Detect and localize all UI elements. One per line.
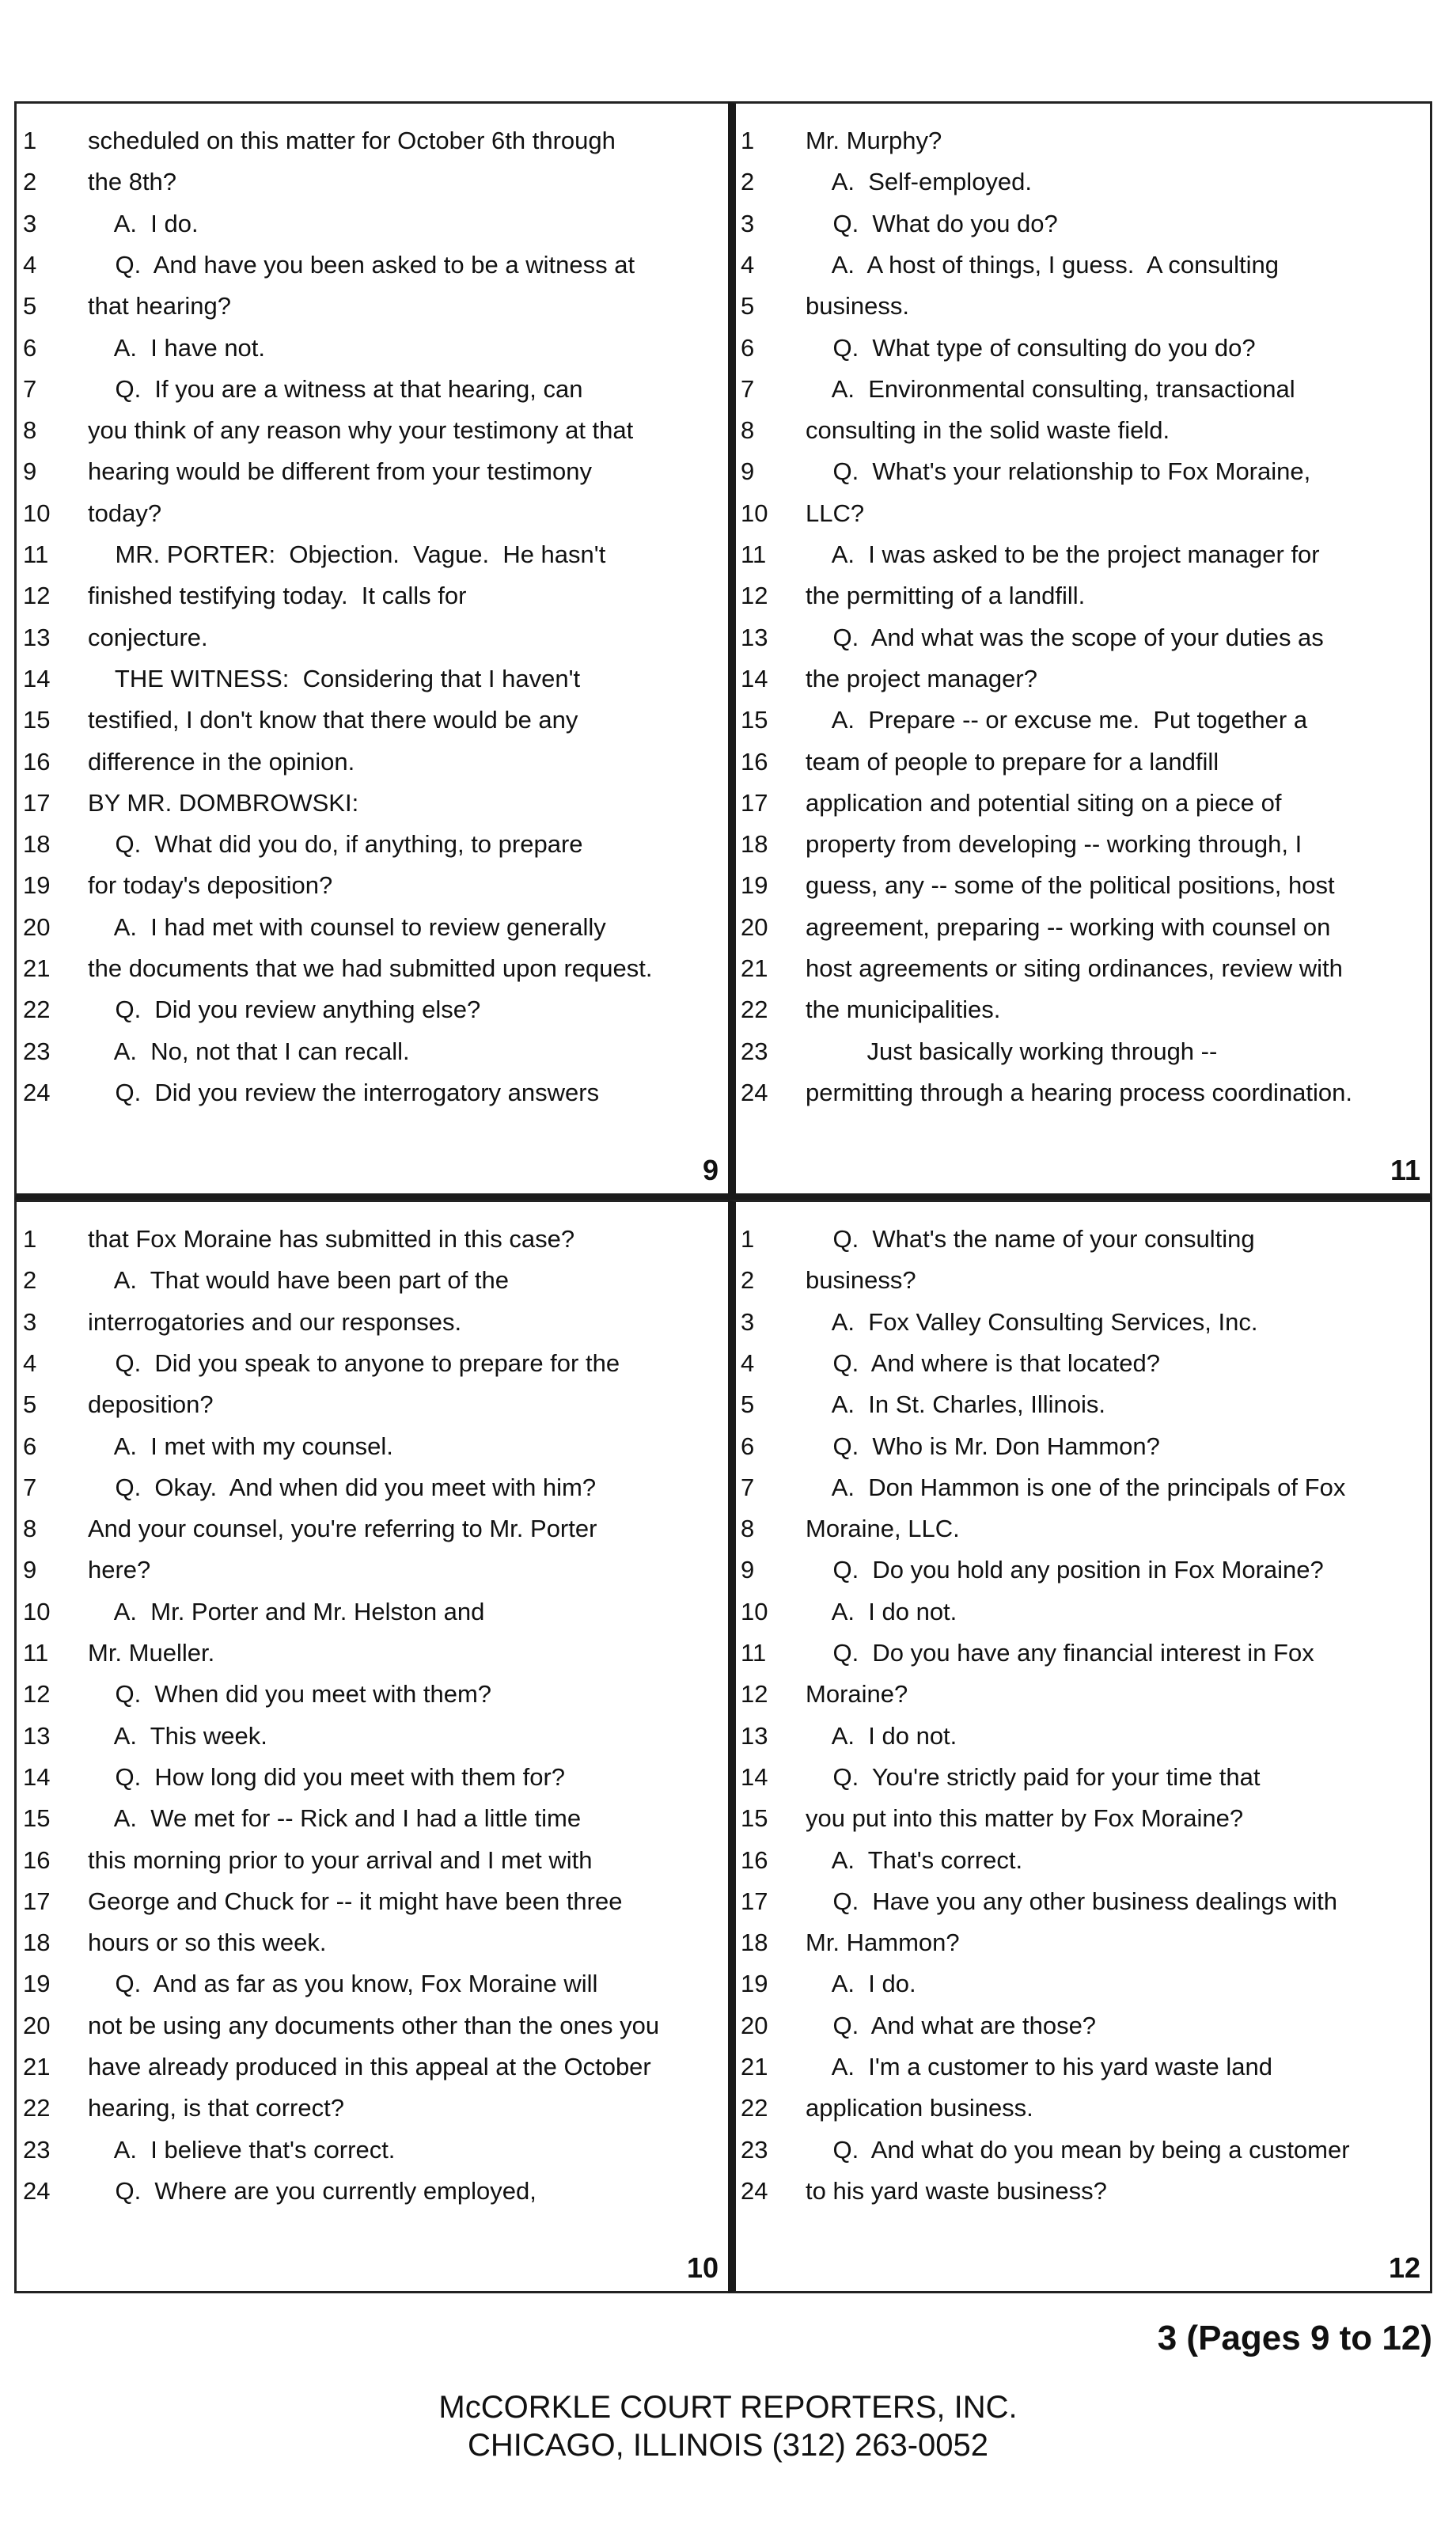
- line-number: 16: [23, 1845, 51, 1874]
- line-text: Q. And what do you mean by being a customer: [806, 2135, 1350, 2164]
- line-number: 22: [741, 2094, 768, 2122]
- line-text: Mr. Mueller.: [88, 1639, 215, 1667]
- line-number: 18: [741, 1929, 768, 1957]
- line-text: hearing, is that correct?: [88, 2094, 344, 2122]
- transcript-line: [736, 1342, 1430, 1385]
- line-number: 4: [23, 1348, 37, 1377]
- line-number: 11: [23, 540, 49, 568]
- transcript-line: [736, 2046, 1430, 2088]
- transcript-line: [17, 2129, 728, 2171]
- transcript-line: [17, 988, 728, 1031]
- line-number: 8: [23, 1515, 37, 1543]
- transcript-line: [736, 947, 1430, 990]
- line-text: consulting in the solid waste field.: [806, 416, 1170, 445]
- line-number: 21: [741, 2053, 768, 2080]
- transcript-line: [17, 864, 728, 907]
- line-number: 13: [741, 623, 768, 651]
- line-number: 21: [23, 954, 51, 982]
- line-number: 10: [741, 499, 768, 527]
- line-text: George and Chuck for -- it might have been three: [88, 1887, 623, 1915]
- line-text: Q. If you are a witness at that hearing, can: [88, 374, 583, 403]
- transcript-line: [17, 492, 728, 535]
- transcript-line: [17, 947, 728, 990]
- transcript-line: [736, 699, 1430, 742]
- line-number: 22: [23, 996, 51, 1024]
- transcript-line: [17, 285, 728, 328]
- transcript-line: [736, 1963, 1430, 2005]
- transcript-line: [736, 1921, 1430, 1964]
- transcript-line: [736, 1425, 1430, 1468]
- line-text: Moraine?: [806, 1680, 908, 1709]
- line-text: Q. And have you been asked to be a witness at: [88, 250, 635, 279]
- line-number: 9: [741, 457, 755, 486]
- transcript-line: [17, 203, 728, 245]
- transcript-line: [736, 1839, 1430, 1882]
- transcript-line: [17, 1839, 728, 1882]
- line-number: 7: [741, 1473, 755, 1501]
- line-text: not be using any documents other than the ones you: [88, 2011, 660, 2039]
- line-number: 19: [23, 871, 51, 900]
- line-number: 12: [23, 582, 51, 610]
- transcript-line: [736, 119, 1430, 162]
- transcript-line: [17, 1963, 728, 2005]
- line-number: 24: [741, 1078, 768, 1106]
- line-number: 24: [23, 2176, 51, 2205]
- line-number: 2: [23, 168, 37, 196]
- line-number: 24: [741, 2176, 768, 2205]
- line-number: 16: [741, 1845, 768, 1874]
- line-number: 15: [23, 1804, 51, 1833]
- line-text: deposition?: [88, 1390, 214, 1419]
- line-text: A. Environmental consulting, transactional: [806, 374, 1295, 403]
- line-text: Q. Okay. And when did you meet with him?: [88, 1473, 597, 1501]
- transcript-line: [736, 409, 1430, 452]
- line-text: Q. And where is that located?: [806, 1348, 1161, 1377]
- line-number: 14: [741, 664, 768, 692]
- line-number: 15: [741, 706, 768, 734]
- line-text: hearing would be different from your testimony: [88, 457, 592, 486]
- line-text: permitting through a hearing process coordination.: [806, 1078, 1353, 1106]
- line-number: 17: [23, 1887, 51, 1915]
- line-number: 12: [741, 1680, 768, 1709]
- line-number: 21: [23, 2053, 51, 2080]
- line-text: that Fox Moraine has submitted in this case?: [88, 1225, 575, 1253]
- line-text: application and potential siting on a piece of: [806, 788, 1282, 817]
- transcript-line: [17, 450, 728, 493]
- line-text: business?: [806, 1266, 916, 1295]
- line-text: the project manager?: [806, 664, 1037, 692]
- line-number: 8: [741, 1515, 755, 1543]
- transcript-line: [17, 616, 728, 659]
- transcript-line: [17, 1591, 728, 1633]
- transcript-line: [17, 906, 728, 949]
- line-text: A. I do not.: [806, 1597, 957, 1625]
- line-number: 19: [741, 1970, 768, 1998]
- line-number: 18: [741, 830, 768, 859]
- line-number: 23: [741, 1037, 768, 1065]
- line-number: 9: [23, 457, 37, 486]
- line-number: 20: [23, 2011, 51, 2039]
- transcript-line: [736, 203, 1430, 245]
- transcript-line: [736, 616, 1430, 659]
- line-number: 13: [23, 623, 51, 651]
- line-number: 4: [741, 250, 755, 279]
- transcript-line: [17, 1342, 728, 1385]
- line-number: 10: [23, 499, 51, 527]
- transcript-line: [17, 741, 728, 783]
- line-number: 3: [23, 209, 37, 237]
- transcript-line: [17, 1030, 728, 1073]
- line-text: Q. Do you hold any position in Fox Moraine?: [806, 1556, 1324, 1584]
- transcript-line: [736, 741, 1430, 783]
- page-number: 11: [1390, 1154, 1420, 1186]
- line-number: 22: [741, 996, 768, 1024]
- line-number: 3: [741, 1307, 755, 1336]
- line-text: A. I do not.: [806, 1721, 957, 1750]
- transcript-line: [17, 1508, 728, 1550]
- line-number: 23: [741, 2135, 768, 2164]
- line-number: 23: [23, 1037, 51, 1065]
- line-number: 3: [741, 209, 755, 237]
- line-number: 18: [23, 1929, 51, 1957]
- line-number: 6: [741, 1432, 755, 1460]
- transcript-line: [736, 161, 1430, 203]
- line-number: 13: [23, 1721, 51, 1750]
- transcript-line: [17, 1756, 728, 1799]
- line-text: to his yard waste business?: [806, 2176, 1107, 2205]
- transcript-line: [736, 1756, 1430, 1799]
- line-text: application business.: [806, 2094, 1033, 2122]
- line-text: A. I have not.: [88, 333, 266, 362]
- line-text: property from developing -- working through, I: [806, 830, 1302, 859]
- line-number: 14: [23, 664, 51, 692]
- line-text: host agreements or siting ordinances, review with: [806, 954, 1343, 982]
- transcript-line: [17, 161, 728, 203]
- line-text: A. I do.: [88, 209, 199, 237]
- transcript-line: [17, 2046, 728, 2088]
- line-text: Just basically working through --: [806, 1037, 1218, 1065]
- line-number: 12: [741, 582, 768, 610]
- line-text: guess, any -- some of the political positions, host: [806, 871, 1335, 900]
- transcript-line: [17, 823, 728, 866]
- transcript-line: [17, 1880, 728, 1923]
- line-number: 6: [741, 333, 755, 362]
- line-text: A. In St. Charles, Illinois.: [806, 1390, 1106, 1419]
- line-text: Q. What do you do?: [806, 209, 1058, 237]
- transcript-line: [736, 1466, 1430, 1509]
- line-text: here?: [88, 1556, 151, 1584]
- line-text: this morning prior to your arrival and I met with: [88, 1845, 593, 1874]
- transcript-line: [17, 575, 728, 617]
- line-text: the permitting of a landfill.: [806, 582, 1086, 610]
- line-number: 24: [23, 1078, 51, 1106]
- line-text: agreement, preparing -- working with counsel on: [806, 912, 1331, 941]
- line-number: 14: [23, 1762, 51, 1791]
- line-text: scheduled on this matter for October 6th through: [88, 127, 616, 154]
- line-number: 21: [741, 954, 768, 982]
- line-number: 11: [23, 1639, 49, 1667]
- line-number: 9: [741, 1556, 755, 1584]
- line-text: A. I was asked to be the project manager for: [806, 540, 1320, 568]
- transcript-line: [736, 1549, 1430, 1591]
- line-number: 3: [23, 1307, 37, 1336]
- transcript-line: [736, 1797, 1430, 1840]
- line-text: business.: [806, 292, 909, 320]
- line-text: A. We met for -- Rick and I had a little time: [88, 1804, 582, 1833]
- line-number: 1: [741, 1225, 755, 1253]
- line-text: A. This week.: [88, 1721, 267, 1750]
- line-text: Q. Do you have any financial interest in Fox: [806, 1639, 1314, 1667]
- line-number: 11: [741, 1639, 767, 1667]
- line-text: And your counsel, you're referring to Mr. Porter: [88, 1515, 597, 1543]
- line-text: Q. Have you any other business dealings with: [806, 1887, 1338, 1915]
- transcript-line: [736, 285, 1430, 328]
- transcript-line: [736, 864, 1430, 907]
- transcript-line: [17, 1715, 728, 1758]
- transcript-page-12: [728, 1200, 1432, 2293]
- line-text: Q. What's the name of your consulting: [806, 1225, 1255, 1253]
- line-text: that hearing?: [88, 292, 231, 320]
- line-text: testified, I don't know that there would be any: [88, 706, 578, 734]
- transcript-line: [736, 244, 1430, 286]
- line-text: THE WITNESS: Considering that I haven't: [88, 664, 581, 692]
- line-text: Q. When did you meet with them?: [88, 1680, 492, 1709]
- transcript-line: [736, 1030, 1430, 1073]
- transcript-line: [736, 450, 1430, 493]
- line-number: 23: [23, 2135, 51, 2164]
- transcript-line: [17, 1632, 728, 1675]
- transcript-line: [17, 1921, 728, 1964]
- line-text: have already produced in this appeal at the October: [88, 2053, 651, 2080]
- line-number: 16: [741, 747, 768, 776]
- transcript-line: [17, 658, 728, 700]
- line-text: A. I met with my counsel.: [88, 1432, 393, 1460]
- line-text: Q. Who is Mr. Don Hammon?: [806, 1432, 1160, 1460]
- line-number: 2: [741, 168, 755, 196]
- page-number: 10: [686, 2251, 719, 2284]
- line-number: 4: [741, 1348, 755, 1377]
- line-text: A. That would have been part of the: [88, 1266, 509, 1295]
- line-number: 1: [23, 127, 37, 154]
- transcript-line: [736, 1632, 1430, 1675]
- transcript-line: [736, 1715, 1430, 1758]
- transcript-line: [17, 1218, 728, 1261]
- line-text: the documents that we had submitted upon request.: [88, 954, 653, 982]
- line-number: 16: [23, 747, 51, 776]
- line-text: the 8th?: [88, 168, 177, 196]
- transcript-line: [17, 327, 728, 370]
- transcript-line: [736, 988, 1430, 1031]
- transcript-line: [17, 2087, 728, 2130]
- line-number: 17: [741, 1887, 768, 1915]
- transcript-line: [736, 1508, 1430, 1550]
- line-text: Q. And what was the scope of your duties as: [806, 623, 1324, 651]
- page-number: 9: [702, 1154, 719, 1186]
- line-text: A. Self-employed.: [806, 168, 1033, 196]
- line-text: A. Fox Valley Consulting Services, Inc.: [806, 1307, 1258, 1336]
- transcript-line: [17, 1301, 728, 1344]
- line-text: you put into this matter by Fox Moraine?: [806, 1804, 1244, 1833]
- pages-range-label: 3 (Pages 9 to 12): [1157, 2319, 1432, 2357]
- transcript-line: [736, 782, 1430, 825]
- line-number: 18: [23, 830, 51, 859]
- line-number: 5: [741, 1390, 755, 1419]
- transcript-page-11: [728, 101, 1432, 1200]
- transcript-line: [17, 2170, 728, 2213]
- line-number: 6: [23, 333, 37, 362]
- line-number: 8: [741, 416, 755, 445]
- line-text: Q. You're strictly paid for your time that: [806, 1762, 1261, 1791]
- line-text: today?: [88, 499, 162, 527]
- line-number: 10: [23, 1597, 51, 1625]
- transcript-line: [17, 1071, 728, 1114]
- line-text: Q. What's your relationship to Fox Moraine,: [806, 457, 1311, 486]
- line-text: Q. And as far as you know, Fox Moraine will: [88, 1970, 598, 1998]
- transcript-line: [736, 1383, 1430, 1426]
- line-text: difference in the opinion.: [88, 747, 355, 776]
- line-text: Moraine, LLC.: [806, 1515, 960, 1543]
- line-text: Q. And what are those?: [806, 2011, 1097, 2039]
- line-number: 9: [23, 1556, 37, 1584]
- transcript-line: [736, 2087, 1430, 2130]
- transcript-line: [736, 575, 1430, 617]
- line-number: 17: [741, 788, 768, 817]
- line-text: interrogatories and our responses.: [88, 1307, 462, 1336]
- transcript-line: [736, 906, 1430, 949]
- line-number: 10: [741, 1597, 768, 1625]
- line-text: Q. What type of consulting do you do?: [806, 333, 1256, 362]
- line-number: 7: [23, 374, 37, 403]
- line-number: 17: [23, 788, 51, 817]
- line-number: 2: [741, 1266, 755, 1295]
- transcript-line: [17, 1549, 728, 1591]
- line-number: 13: [741, 1721, 768, 1750]
- line-number: 19: [741, 871, 768, 900]
- line-text: BY MR. DOMBROWSKI:: [88, 788, 359, 817]
- line-text: the municipalities.: [806, 996, 1001, 1024]
- line-number: 20: [23, 912, 51, 941]
- transcript-line: [736, 1259, 1430, 1302]
- line-number: 2: [23, 1266, 37, 1295]
- transcript-line: [17, 2005, 728, 2047]
- line-number: 1: [741, 127, 755, 154]
- line-text: A. A host of things, I guess. A consulting: [806, 250, 1279, 279]
- transcript-line: [17, 533, 728, 576]
- line-number: 12: [23, 1680, 51, 1709]
- line-text: A. I'm a customer to his yard waste land: [806, 2053, 1272, 2080]
- transcript-line: [17, 699, 728, 742]
- line-text: A. No, not that I can recall.: [88, 1037, 410, 1065]
- transcript-line: [736, 1880, 1430, 1923]
- transcript-line: [736, 2005, 1430, 2047]
- transcript-line: [736, 2170, 1430, 2213]
- page-number: 12: [1388, 2251, 1420, 2284]
- transcript-line: [736, 368, 1430, 411]
- line-text: Q. How long did you meet with them for?: [88, 1762, 566, 1791]
- company-address: CHICAGO, ILLINOIS (312) 263-0052: [467, 2428, 989, 2463]
- line-text: A. I had met with counsel to review generally: [88, 912, 606, 941]
- transcript-line: [736, 1673, 1430, 1716]
- transcript-line: [17, 244, 728, 286]
- line-text: A. That's correct.: [806, 1845, 1023, 1874]
- transcript-line: [736, 658, 1430, 700]
- line-number: 20: [741, 912, 768, 941]
- line-number: 7: [23, 1473, 37, 1501]
- transcript-line: [17, 1259, 728, 1302]
- line-text: Q. Did you review the interrogatory answers: [88, 1078, 600, 1106]
- line-text: Mr. Murphy?: [806, 127, 942, 154]
- line-text: LLC?: [806, 499, 865, 527]
- line-text: Q. What did you do, if anything, to prepare: [88, 830, 583, 859]
- line-number: 14: [741, 1762, 768, 1791]
- transcript-line: [17, 368, 728, 411]
- line-number: 5: [23, 292, 37, 320]
- transcript-page-9: [14, 101, 728, 1200]
- line-text: hours or so this week.: [88, 1929, 327, 1957]
- line-text: Q. Did you speak to anyone to prepare for the: [88, 1348, 620, 1377]
- transcript-line: [736, 533, 1430, 576]
- line-text: A. Mr. Porter and Mr. Helston and: [88, 1597, 485, 1625]
- company-name: McCORKLE COURT REPORTERS, INC.: [438, 2390, 1018, 2425]
- transcript-line: [17, 1673, 728, 1716]
- transcript-line: [736, 1301, 1430, 1344]
- transcript-line: [17, 1466, 728, 1509]
- line-number: 15: [741, 1804, 768, 1833]
- line-text: A. Don Hammon is one of the principals of Fox: [806, 1473, 1346, 1501]
- line-text: Mr. Hammon?: [806, 1929, 960, 1957]
- transcript-line: [17, 119, 728, 162]
- line-text: finished testifying today. It calls for: [88, 582, 467, 610]
- transcript-line: [736, 327, 1430, 370]
- line-text: A. I believe that's correct.: [88, 2135, 396, 2164]
- line-text: conjecture.: [88, 623, 208, 651]
- transcript-line: [736, 1071, 1430, 1114]
- line-number: 20: [741, 2011, 768, 2039]
- line-number: 15: [23, 706, 51, 734]
- transcript-page-10: [14, 1200, 728, 2293]
- line-text: Q. Did you review anything else?: [88, 996, 481, 1024]
- transcript-line: [736, 2129, 1430, 2171]
- line-number: 19: [23, 1970, 51, 1998]
- line-text: Q. Where are you currently employed,: [88, 2176, 537, 2205]
- line-number: 5: [23, 1390, 37, 1419]
- transcript-line: [17, 1797, 728, 1840]
- transcript-line: [17, 1383, 728, 1426]
- line-number: 22: [23, 2094, 51, 2122]
- transcript-line: [736, 1591, 1430, 1633]
- line-number: 4: [23, 250, 37, 279]
- line-number: 6: [23, 1432, 37, 1460]
- line-text: team of people to prepare for a landfill: [806, 747, 1219, 776]
- line-number: 1: [23, 1225, 37, 1253]
- transcript-line: [736, 1218, 1430, 1261]
- line-text: MR. PORTER: Objection. Vague. He hasn't: [88, 540, 606, 568]
- transcript-line: [17, 782, 728, 825]
- transcript-line: [736, 823, 1430, 866]
- line-number: 5: [741, 292, 755, 320]
- line-text: you think of any reason why your testimony at that: [88, 416, 634, 445]
- transcript-line: [17, 409, 728, 452]
- line-text: A. I do.: [806, 1970, 916, 1998]
- line-text: A. Prepare -- or excuse me. Put together a: [806, 706, 1308, 734]
- transcript-line: [17, 1425, 728, 1468]
- line-number: 11: [741, 540, 767, 568]
- line-number: 8: [23, 416, 37, 445]
- line-number: 7: [741, 374, 755, 403]
- transcript-line: [736, 492, 1430, 535]
- line-text: for today's deposition?: [88, 871, 333, 900]
